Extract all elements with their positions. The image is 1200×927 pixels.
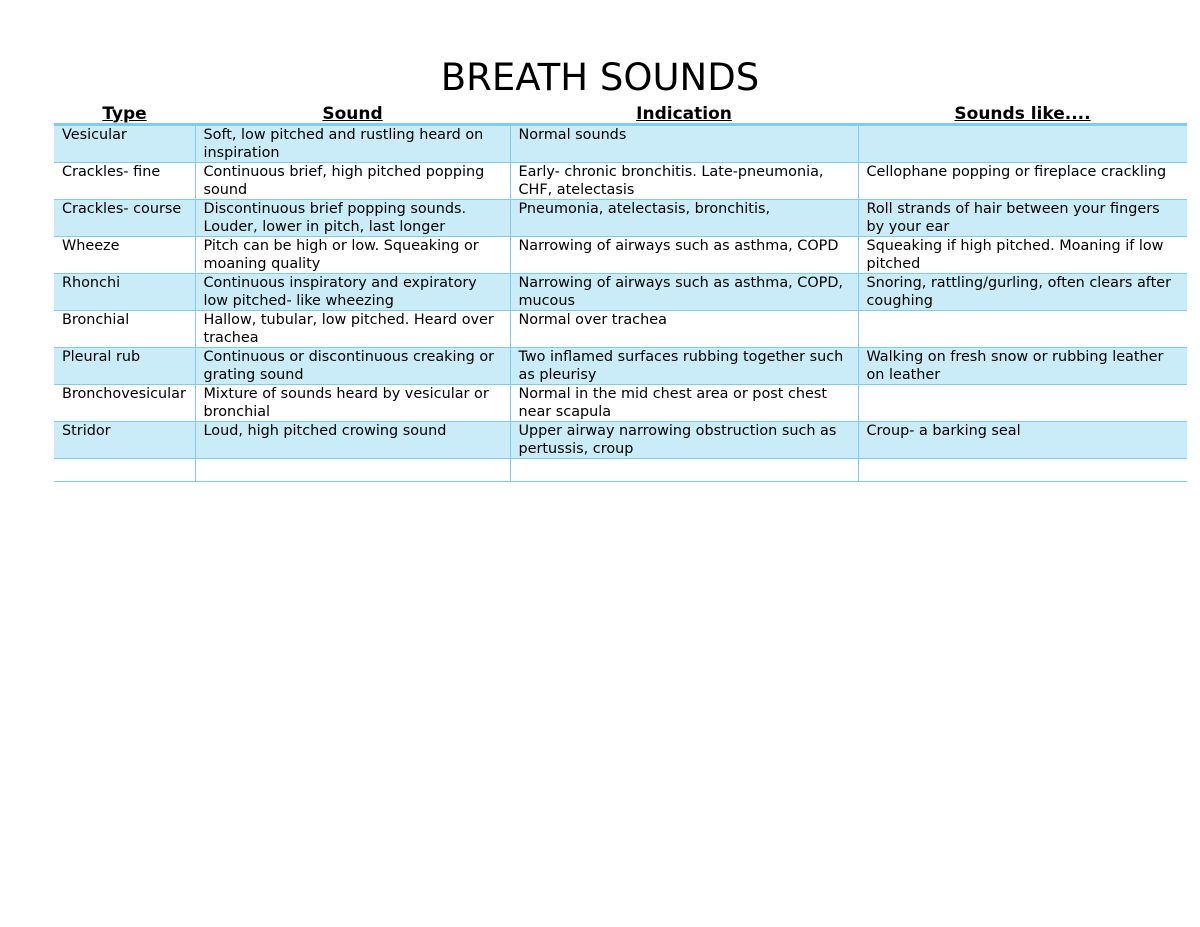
breath-sounds-table (54, 99, 1187, 482)
cell-type: Vesicular (54, 125, 195, 163)
table-row-empty (54, 459, 1187, 482)
table-row (54, 200, 1187, 237)
cell-type: Stridor (54, 422, 195, 459)
cell-type: Rhonchi (54, 274, 195, 311)
cell-sounds-like (858, 459, 1187, 482)
cell-indication: Narrowing of airways such as asthma, COPD (510, 237, 858, 274)
cell-type (54, 459, 195, 482)
cell-sounds-like: Squeaking if high pitched. Moaning if low pitched (858, 237, 1187, 274)
cell-indication: Normal sounds (510, 125, 858, 163)
cell-sound: Discontinuous brief popping sounds. Louder, lower in pitch, last longer (195, 200, 510, 237)
page-title: BREATH SOUNDS (440, 56, 760, 99)
cell-type: Crackles- course (54, 200, 195, 237)
table-row (54, 163, 1187, 200)
cell-sounds-like: Snoring, rattling/gurling, often clears after coughing (858, 274, 1187, 311)
cell-indication: Two inflamed surfaces rubbing together such as pleurisy (510, 348, 858, 385)
cell-sounds-like: Cellophane popping or fireplace crackling (858, 163, 1187, 200)
table-row (54, 125, 1187, 163)
cell-indication: Early- chronic bronchitis. Late-pneumonia, CHF, atelectasis (510, 163, 858, 200)
cell-sound (195, 459, 510, 482)
cell-indication: Narrowing of airways such as asthma, COPD, mucous (510, 274, 858, 311)
column-header-type: Type (54, 99, 195, 125)
cell-sound: Mixture of sounds heard by vesicular or bronchial (195, 385, 510, 422)
cell-type: Wheeze (54, 237, 195, 274)
column-header-sound: Sound (195, 99, 510, 125)
cell-sound: Continuous or discontinuous creaking or grating sound (195, 348, 510, 385)
cell-sound: Loud, high pitched crowing sound (195, 422, 510, 459)
cell-type: Crackles- fine (54, 163, 195, 200)
cell-sounds-like: Walking on fresh snow or rubbing leather on leather (858, 348, 1187, 385)
table-row (54, 274, 1187, 311)
cell-sound: Soft, low pitched and rustling heard on inspiration (195, 125, 510, 163)
cell-indication: Normal over trachea (510, 311, 858, 348)
table-header-row (54, 99, 1187, 125)
cell-indication: Normal in the mid chest area or post chest near scapula (510, 385, 858, 422)
table-row (54, 311, 1187, 348)
cell-indication (510, 459, 858, 482)
cell-sound: Hallow, tubular, low pitched. Heard over trachea (195, 311, 510, 348)
table-row (54, 385, 1187, 422)
cell-sound: Continuous brief, high pitched popping sound (195, 163, 510, 200)
table-row (54, 237, 1187, 274)
table-row (54, 422, 1187, 459)
cell-sound: Pitch can be high or low. Squeaking or moaning quality (195, 237, 510, 274)
cell-sounds-like: Croup- a barking seal (858, 422, 1187, 459)
cell-sounds-like (858, 311, 1187, 348)
table-row (54, 348, 1187, 385)
cell-sounds-like: Roll strands of hair between your fingers by your ear (858, 200, 1187, 237)
column-header-indication: Indication (510, 99, 858, 125)
cell-type: Pleural rub (54, 348, 195, 385)
cell-sound: Continuous inspiratory and expiratory low pitched- like wheezing (195, 274, 510, 311)
cell-type: Bronchial (54, 311, 195, 348)
cell-sounds-like (858, 125, 1187, 163)
cell-indication: Pneumonia, atelectasis, bronchitis, (510, 200, 858, 237)
column-header-sounds-like: Sounds like.... (858, 99, 1187, 125)
cell-type: Bronchovesicular (54, 385, 195, 422)
cell-indication: Upper airway narrowing obstruction such as pertussis, croup (510, 422, 858, 459)
cell-sounds-like (858, 385, 1187, 422)
